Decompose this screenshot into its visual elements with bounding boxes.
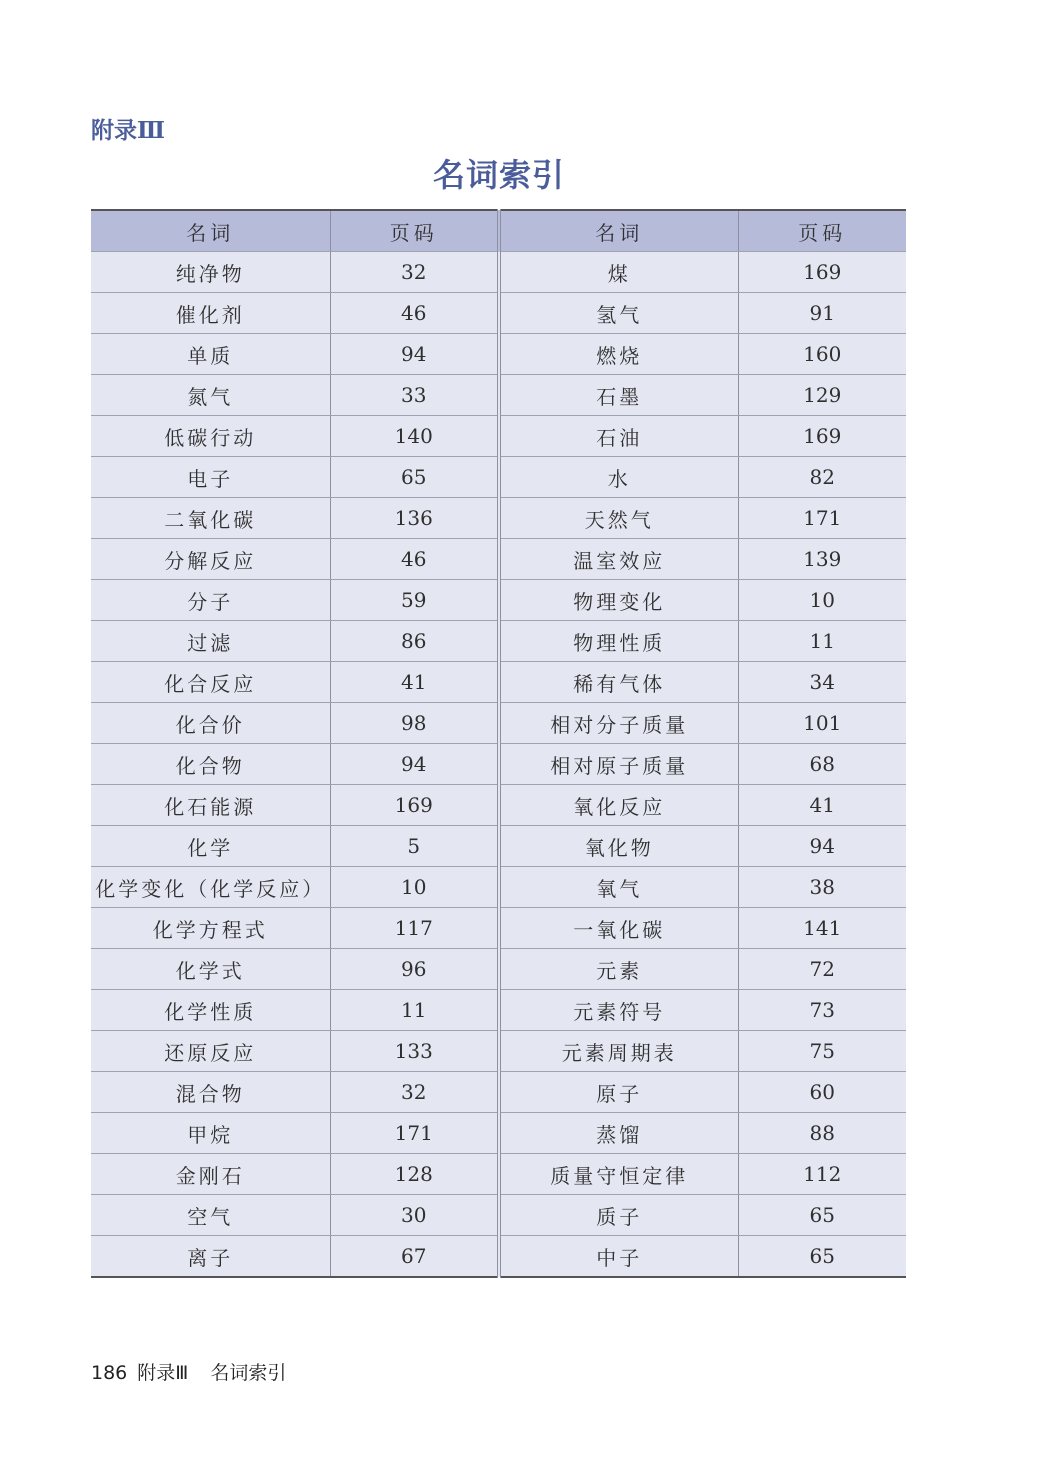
term-right-cell: 氢气 bbox=[499, 293, 738, 334]
table-row bbox=[91, 375, 906, 416]
page-left-cell: 30 bbox=[330, 1195, 499, 1236]
page-number: 186 bbox=[91, 1362, 128, 1384]
page-right-cell: 60 bbox=[738, 1072, 906, 1113]
page-right-cell: 82 bbox=[738, 457, 906, 498]
table-row bbox=[91, 908, 906, 949]
page-left-cell: 136 bbox=[330, 498, 499, 539]
table-row bbox=[91, 744, 906, 785]
table-row bbox=[91, 334, 906, 375]
table-row bbox=[91, 703, 906, 744]
term-right-cell: 原子 bbox=[499, 1072, 738, 1113]
page-left-cell: 5 bbox=[330, 826, 499, 867]
table-row bbox=[91, 785, 906, 826]
page-left-cell: 41 bbox=[330, 662, 499, 703]
page-left-cell: 46 bbox=[330, 293, 499, 334]
page-right-cell: 160 bbox=[738, 334, 906, 375]
header-page-right: 页码 bbox=[738, 210, 906, 252]
term-right-cell: 物理性质 bbox=[499, 621, 738, 662]
term-left-cell: 化石能源 bbox=[91, 785, 330, 826]
table-row bbox=[91, 1113, 906, 1154]
term-left-cell: 氮气 bbox=[91, 375, 330, 416]
table-header-row bbox=[91, 210, 906, 252]
page-right-cell: 141 bbox=[738, 908, 906, 949]
page-right-cell: 112 bbox=[738, 1154, 906, 1195]
page-left-cell: 46 bbox=[330, 539, 499, 580]
term-right-cell: 煤 bbox=[499, 252, 738, 293]
table-row bbox=[91, 252, 906, 293]
table-row bbox=[91, 1154, 906, 1195]
term-right-cell: 石墨 bbox=[499, 375, 738, 416]
term-left-cell: 化合价 bbox=[91, 703, 330, 744]
term-right-cell: 燃烧 bbox=[499, 334, 738, 375]
page-right-cell: 11 bbox=[738, 621, 906, 662]
page-left-cell: 171 bbox=[330, 1113, 499, 1154]
term-right-cell: 元素周期表 bbox=[499, 1031, 738, 1072]
page-right-cell: 94 bbox=[738, 826, 906, 867]
page-right-cell: 169 bbox=[738, 252, 906, 293]
term-left-cell: 化学变化（化学反应） bbox=[91, 867, 330, 908]
term-left-cell: 电子 bbox=[91, 457, 330, 498]
term-right-cell: 氧化反应 bbox=[499, 785, 738, 826]
page-right-cell: 38 bbox=[738, 867, 906, 908]
page-left-cell: 11 bbox=[330, 990, 499, 1031]
term-right-cell: 石油 bbox=[499, 416, 738, 457]
page-left-cell: 94 bbox=[330, 334, 499, 375]
page-left-cell: 32 bbox=[330, 1072, 499, 1113]
term-left-cell: 低碳行动 bbox=[91, 416, 330, 457]
page-right-cell: 88 bbox=[738, 1113, 906, 1154]
page-right-cell: 34 bbox=[738, 662, 906, 703]
glossary-index-table bbox=[91, 209, 906, 1278]
table-row bbox=[91, 457, 906, 498]
term-right-cell: 蒸馏 bbox=[499, 1113, 738, 1154]
table-row bbox=[91, 539, 906, 580]
page-left-cell: 94 bbox=[330, 744, 499, 785]
page-left-cell: 32 bbox=[330, 252, 499, 293]
term-right-cell: 天然气 bbox=[499, 498, 738, 539]
table-row bbox=[91, 498, 906, 539]
page-right-cell: 65 bbox=[738, 1195, 906, 1236]
page-left-cell: 86 bbox=[330, 621, 499, 662]
term-right-cell: 中子 bbox=[499, 1236, 738, 1278]
page-footer bbox=[91, 1358, 286, 1385]
table-row bbox=[91, 1236, 906, 1278]
page-left-cell: 67 bbox=[330, 1236, 499, 1278]
header-term-left: 名词 bbox=[91, 210, 330, 252]
term-left-cell: 还原反应 bbox=[91, 1031, 330, 1072]
term-left-cell: 过滤 bbox=[91, 621, 330, 662]
term-left-cell: 催化剂 bbox=[91, 293, 330, 334]
term-left-cell: 化学 bbox=[91, 826, 330, 867]
page-left-cell: 59 bbox=[330, 580, 499, 621]
table-body bbox=[91, 252, 906, 1278]
footer-title: 名词索引 bbox=[210, 1362, 287, 1384]
table-row bbox=[91, 416, 906, 457]
page-right-cell: 129 bbox=[738, 375, 906, 416]
page-right-cell: 68 bbox=[738, 744, 906, 785]
term-right-cell: 质量守恒定律 bbox=[499, 1154, 738, 1195]
footer-section: 附录Ⅲ bbox=[137, 1362, 189, 1384]
header-page-left: 页码 bbox=[330, 210, 499, 252]
term-right-cell: 相对分子质量 bbox=[499, 703, 738, 744]
page-left-cell: 98 bbox=[330, 703, 499, 744]
page-left-cell: 117 bbox=[330, 908, 499, 949]
table-row bbox=[91, 1031, 906, 1072]
page-right-cell: 10 bbox=[738, 580, 906, 621]
term-left-cell: 金刚石 bbox=[91, 1154, 330, 1195]
page-left-cell: 133 bbox=[330, 1031, 499, 1072]
term-left-cell: 二氧化碳 bbox=[91, 498, 330, 539]
term-left-cell: 化学式 bbox=[91, 949, 330, 990]
page-left-cell: 96 bbox=[330, 949, 499, 990]
page-title: 名词索引 bbox=[432, 156, 565, 194]
page-left-cell: 169 bbox=[330, 785, 499, 826]
page-left-cell: 65 bbox=[330, 457, 499, 498]
page-right-cell: 139 bbox=[738, 539, 906, 580]
term-left-cell: 单质 bbox=[91, 334, 330, 375]
term-left-cell: 分解反应 bbox=[91, 539, 330, 580]
table-row bbox=[91, 826, 906, 867]
term-right-cell: 稀有气体 bbox=[499, 662, 738, 703]
term-right-cell: 氧化物 bbox=[499, 826, 738, 867]
page-right-cell: 91 bbox=[738, 293, 906, 334]
page-right-cell: 65 bbox=[738, 1236, 906, 1278]
term-left-cell: 分子 bbox=[91, 580, 330, 621]
term-right-cell: 氧气 bbox=[499, 867, 738, 908]
term-right-cell: 相对原子质量 bbox=[499, 744, 738, 785]
table-row bbox=[91, 867, 906, 908]
page-right-cell: 101 bbox=[738, 703, 906, 744]
page-right-cell: 72 bbox=[738, 949, 906, 990]
page-left-cell: 140 bbox=[330, 416, 499, 457]
page-right-cell: 41 bbox=[738, 785, 906, 826]
page-right-cell: 75 bbox=[738, 1031, 906, 1072]
page-right-cell: 73 bbox=[738, 990, 906, 1031]
term-right-cell: 水 bbox=[499, 457, 738, 498]
page-right-cell: 171 bbox=[738, 498, 906, 539]
table-row bbox=[91, 293, 906, 334]
page-left-cell: 10 bbox=[330, 867, 499, 908]
term-left-cell: 化学性质 bbox=[91, 990, 330, 1031]
term-left-cell: 化合物 bbox=[91, 744, 330, 785]
term-left-cell: 空气 bbox=[91, 1195, 330, 1236]
table-row bbox=[91, 990, 906, 1031]
term-right-cell: 一氧化碳 bbox=[499, 908, 738, 949]
appendix-label: 附录Ⅲ bbox=[91, 117, 166, 144]
term-left-cell: 纯净物 bbox=[91, 252, 330, 293]
table-row bbox=[91, 1195, 906, 1236]
table-row bbox=[91, 1072, 906, 1113]
term-right-cell: 元素 bbox=[499, 949, 738, 990]
term-left-cell: 化学方程式 bbox=[91, 908, 330, 949]
term-right-cell: 质子 bbox=[499, 1195, 738, 1236]
term-right-cell: 物理变化 bbox=[499, 580, 738, 621]
table-row bbox=[91, 621, 906, 662]
term-left-cell: 离子 bbox=[91, 1236, 330, 1278]
term-left-cell: 甲烷 bbox=[91, 1113, 330, 1154]
table-row bbox=[91, 580, 906, 621]
page-left-cell: 128 bbox=[330, 1154, 499, 1195]
term-right-cell: 温室效应 bbox=[499, 539, 738, 580]
header-term-right: 名词 bbox=[499, 210, 738, 252]
term-left-cell: 混合物 bbox=[91, 1072, 330, 1113]
term-right-cell: 元素符号 bbox=[499, 990, 738, 1031]
page-right-cell: 169 bbox=[738, 416, 906, 457]
term-left-cell: 化合反应 bbox=[91, 662, 330, 703]
page-left-cell: 33 bbox=[330, 375, 499, 416]
table-row bbox=[91, 662, 906, 703]
table-row bbox=[91, 949, 906, 990]
